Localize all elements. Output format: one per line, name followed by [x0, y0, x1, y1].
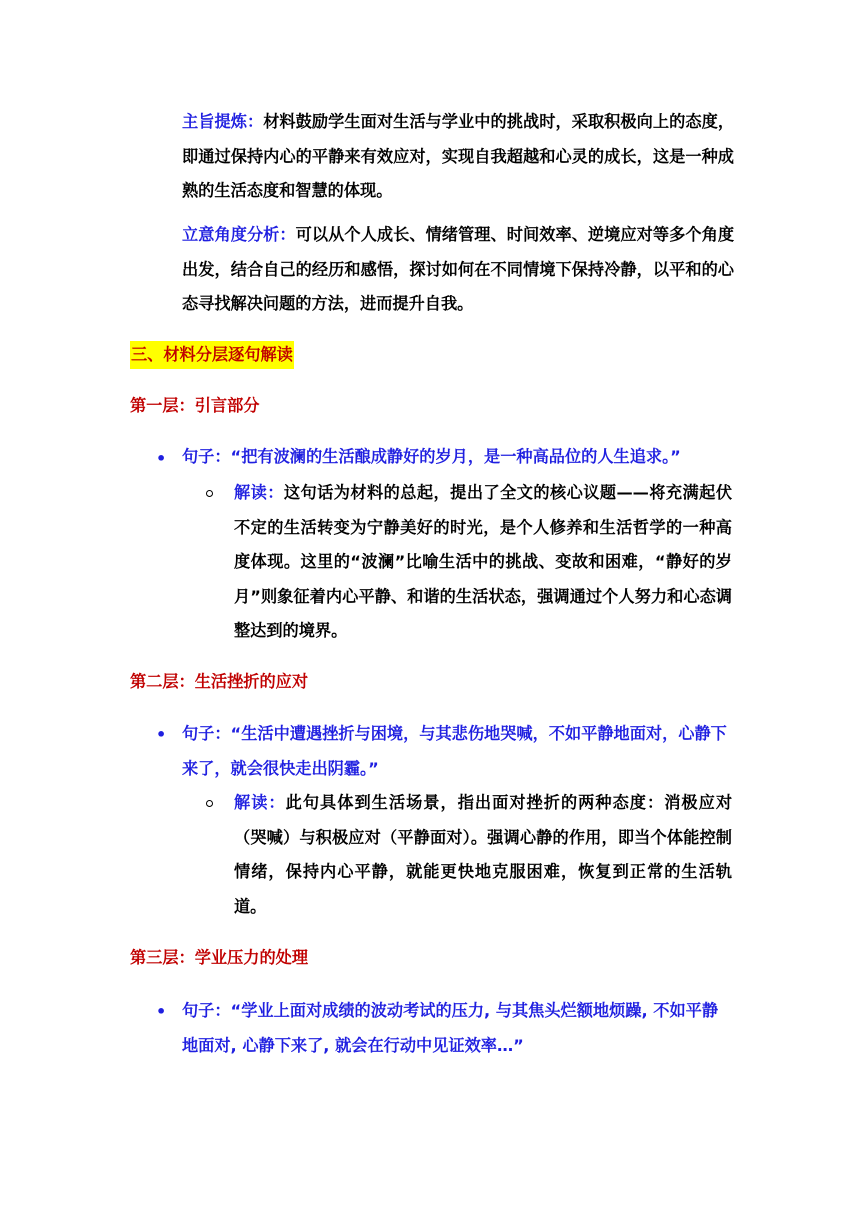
circle-bullet-icon [206, 489, 216, 499]
layer-1-interp-label: 解读： [234, 483, 284, 502]
circle-bullet-icon [206, 799, 216, 809]
layer-3-sentence: 句子：“学业上面对成绩的波动考试的压力, 与其焦头烂额地烦躁, 不如平静地面对, 心静下来了, 就会在行动中见证效率…” [182, 1001, 719, 1055]
angle-text: 可以从个人成长、情绪管理、时间效率、逆境应对等多个角度出发，结合自己的经历和感悟，探讨如何在不同情境下保持冷静，以平和的心态寻找解决问题的方法，进而提升自我。 [182, 225, 735, 313]
layer-3-title: 第三层：学业压力的处理 [130, 948, 309, 967]
layer-2-interp-label: 解读： [234, 793, 286, 812]
layer-2-interpretation [234, 786, 732, 924]
layer-1-interp-text: 这句话为材料的总起，提出了全文的核心议题——将充满起伏不定的生活转变为宁静美好的时光，是个人修养和生活哲学的一种高度体现。这里的“波澜”比喻生活中的挑战、变故和困难，“静好的岁月”则象征着内心平静、和谐的生活状态，强调通过个人努力和心态调整达到的境界。 [234, 483, 733, 640]
layer-1-sentence: 句子：“把有波澜的生活酿成静好的岁月，是一种高品位的人生追求。” [182, 447, 681, 466]
summary-label: 主旨提炼： [182, 112, 264, 131]
summary-text: 材料鼓励学生面对生活与学业中的挑战时，采取积极向上的态度，即通过保持内心的平静来有效应对，实现自我超越和心灵的成长，这是一种成熟的生活态度和智慧的体现。 [182, 112, 735, 200]
layer-2-interp-text: 此句具体到生活场景，指出面对挫折的两种态度：消极应对（哭喊）与积极应对（平静面对）。强调心静的作用，即当个体能控制情绪，保持内心平静，就能更快地克服困难，恢复到正常的生活轨道。 [234, 793, 733, 916]
bullet-icon: • [156, 1002, 167, 1021]
bullet-icon: • [156, 725, 167, 744]
summary-paragraph [182, 105, 734, 209]
layer-2-title: 第二层：生活挫折的应对 [130, 672, 309, 691]
angle-label: 立意角度分析： [182, 225, 296, 244]
layer-1-interpretation [234, 476, 732, 649]
layer-2-sentence: 句子：“生活中遭遇挫折与困境，与其悲伤地哭喊，不如平静地面对，心静下来了，就会很快走出阴霾。” [182, 724, 727, 778]
bullet-icon: • [156, 449, 167, 468]
angle-paragraph [182, 218, 734, 322]
section-title: 三、材料分层逐句解读 [130, 341, 294, 369]
layer-1-title: 第一层：引言部分 [130, 396, 260, 415]
